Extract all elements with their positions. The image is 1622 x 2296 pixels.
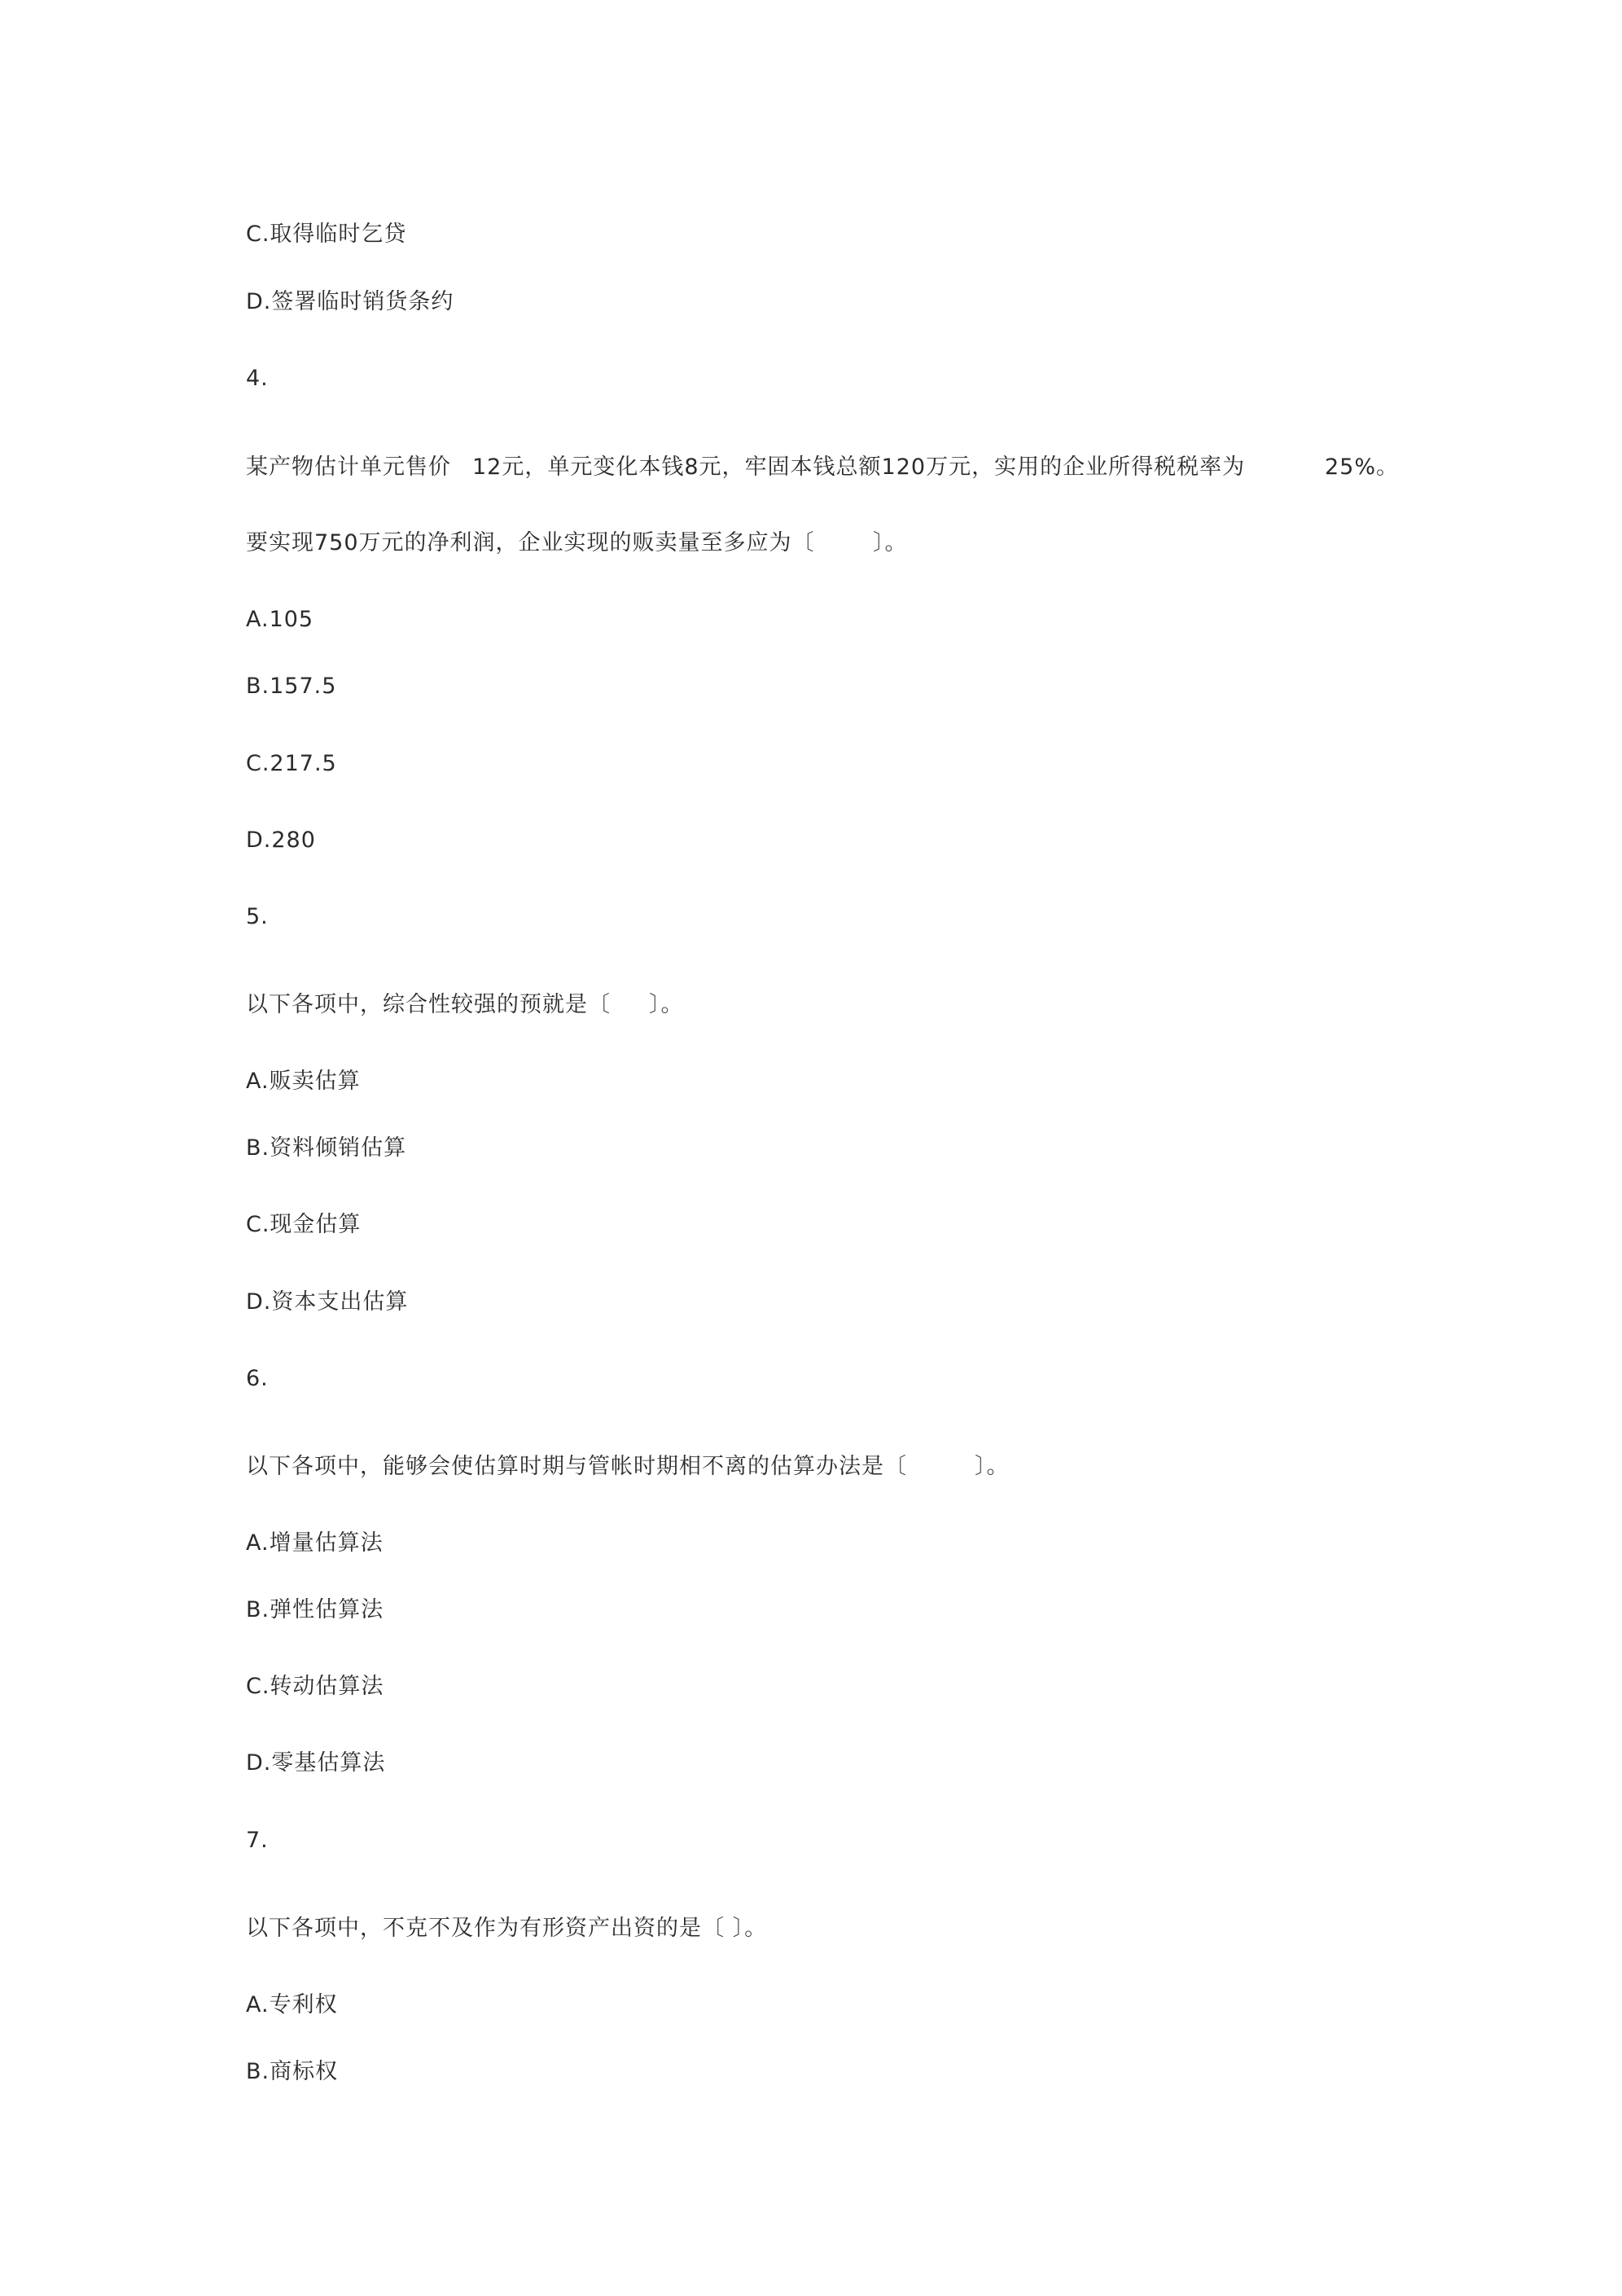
q3-option-d: D.签署临时销货条约 xyxy=(246,289,454,314)
q4-option-c: C.217.5 xyxy=(246,751,337,776)
q5-option-d: D.资本支出估算 xyxy=(246,1289,409,1315)
q4-option-a: A.105 xyxy=(246,607,314,632)
q6-stem xyxy=(246,1452,1304,1482)
q7-option-a: A.专利权 xyxy=(246,1992,338,2017)
q4-stem-line1-part-a: 某产物估计单元售价 xyxy=(246,454,451,480)
q4-stem-line1-part-c: 25%。 xyxy=(1325,454,1400,480)
q3-option-c: C.取得临时乞贷 xyxy=(246,222,407,247)
q5-option-b: B.资料倾销估算 xyxy=(246,1135,407,1161)
q6-stem-part-b: 〕。 xyxy=(975,1454,1010,1479)
q6-option-c: C.转动估算法 xyxy=(246,1674,384,1699)
q4-number: 4. xyxy=(246,366,269,391)
q6-option-a: A.增量估算法 xyxy=(246,1530,384,1556)
q5-stem xyxy=(246,990,979,1020)
q7-stem: 以下各项中，不克不及作为有形资产出资的是〔 〕。 xyxy=(246,1916,768,1941)
q5-option-a: A.贩卖估算 xyxy=(246,1069,361,1094)
q5-number: 5. xyxy=(246,904,269,929)
q4-stem-line2 xyxy=(246,529,1060,558)
q4-option-d: D.280 xyxy=(246,828,316,853)
q5-option-c: C.现金估算 xyxy=(246,1212,362,1237)
q6-stem-part-a: 以下各项中，能够会使估算时期与管帐时期相不离的估算办法是〔 xyxy=(246,1454,907,1479)
q6-option-b: B.弹性估算法 xyxy=(246,1597,384,1622)
q5-stem-part-a: 以下各项中，综合性较强的预就是〔 xyxy=(246,992,611,1017)
q7-option-b: B.商标权 xyxy=(246,2059,339,2084)
q4-stem-line1 xyxy=(246,453,1467,482)
q4-option-b: B.157.5 xyxy=(246,674,337,699)
q5-stem-part-b: 〕。 xyxy=(649,992,684,1017)
q4-stem-line1-part-b: 12元，单元变化本钱8元，牢固本钱总额120万元，实用的企业所得税税率为 xyxy=(472,454,1246,480)
q6-option-d: D.零基估算法 xyxy=(246,1750,386,1776)
q6-number: 6. xyxy=(246,1366,269,1391)
q7-number: 7. xyxy=(246,1828,269,1853)
q4-stem-line2-part-b: 〕。 xyxy=(873,530,908,555)
q4-stem-line2-part-a: 要实现750万元的净利润，企业实现的贩卖量至多应为〔 xyxy=(246,530,815,555)
